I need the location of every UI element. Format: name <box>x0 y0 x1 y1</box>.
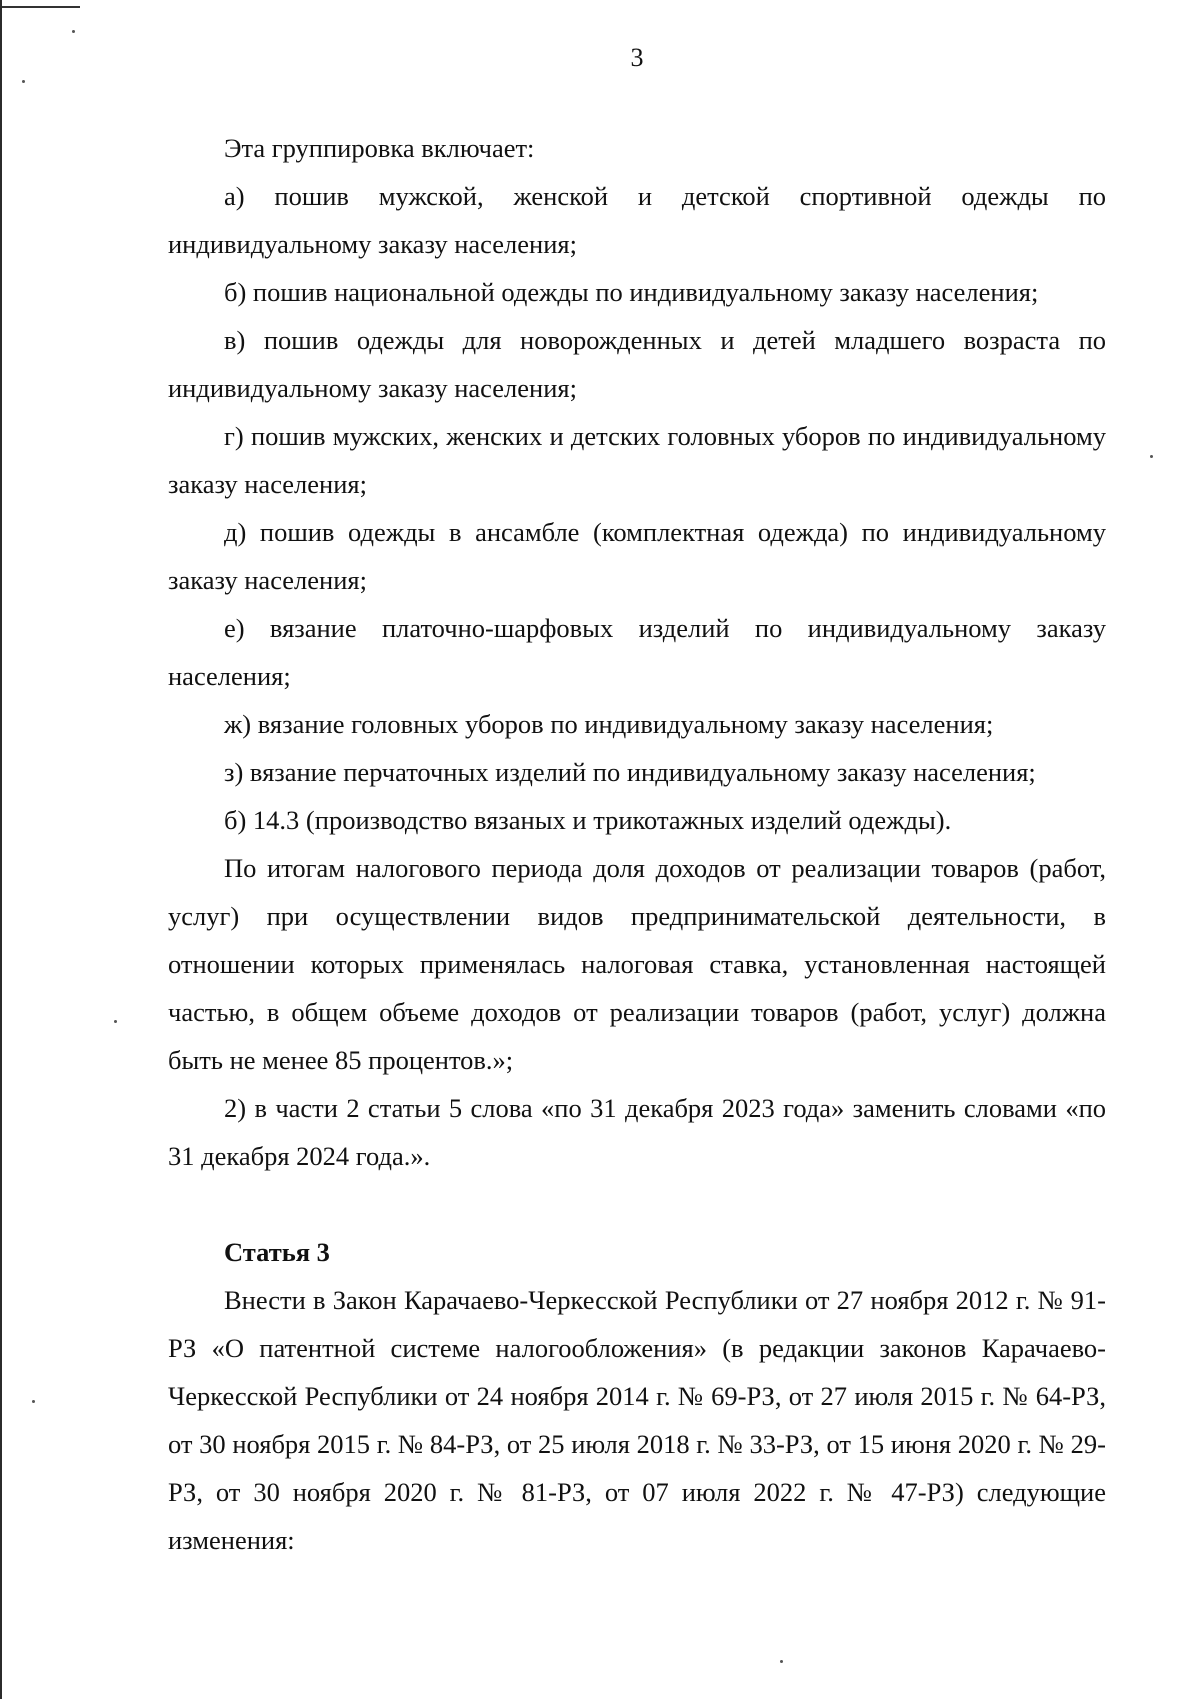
paragraph: з) вязание перчаточных изделий по индивидуальному заказу населения; <box>224 757 1036 787</box>
scan-speck <box>22 80 25 83</box>
paragraph: По итогам налогового периода доля доходов от реализации товаров (работ, услуг) при осуществлении видов предпринимательской деятельности, в отношении которых применялась налоговая ставка, установленная настоящей частью, в общем объеме доходов от реализации товаров (работ, услуг) должна быть не менее 85 процентов.»; <box>168 853 1106 1075</box>
paragraph: в) пошив одежды для новорожденных и детей младшего возраста по индивидуальному заказу населения; <box>168 325 1106 403</box>
paragraph: г) пошив мужских, женских и детских головных уборов по индивидуальному заказу населения; <box>168 421 1106 499</box>
paragraph: ж) вязание головных уборов по индивидуальному заказу населения; <box>224 709 994 739</box>
scan-speck <box>114 1020 117 1023</box>
scan-edge-left <box>0 0 2 1699</box>
paragraph: 2) в части 2 статьи 5 слова «по 31 декабря 2023 года» заменить словами «по 31 декабря 2024 года.». <box>168 1093 1106 1171</box>
article-heading: Статья 3 <box>224 1237 330 1267</box>
page-number: 3 <box>630 43 644 72</box>
paragraph: а) пошив мужской, женской и детской спортивной одежды по индивидуальному заказу населения; <box>168 181 1106 259</box>
scan-speck <box>72 30 75 33</box>
scan-speck <box>32 1400 35 1403</box>
scan-speck <box>780 1660 783 1663</box>
paragraph: б) пошив национальной одежды по индивидуальному заказу населения; <box>224 277 1039 307</box>
paragraph: е) вязание платочно-шарфовых изделий по индивидуальному заказу населения; <box>168 613 1106 691</box>
document-page <box>168 40 1106 1564</box>
paragraph: Эта группировка включает: <box>224 133 535 163</box>
scan-speck <box>1150 455 1153 458</box>
scan-edge-top <box>0 6 80 8</box>
paragraph: Внести в Закон Карачаево-Черкесской Республики от 27 ноября 2012 г. № 91-РЗ «О патентной системе налогообложения» (в редакции законов Карачаево-Черкесской Республики от 24 ноября 2014 г. № 69-РЗ, от 27 июля 2015 г. № 64-РЗ, от 30 ноября 2015 г. № 84-РЗ, от 25 июля 2018 г. № 33-РЗ, от 15 июня 2020 г. № 29-РЗ, от 30 ноября 2020 г. № 81-РЗ, от 07 июля 2022 г. № 47-РЗ) следующие изменения: <box>168 1285 1106 1555</box>
paragraph: б) 14.3 (производство вязаных и трикотажных изделий одежды). <box>224 805 952 835</box>
paragraph: д) пошив одежды в ансамбле (комплектная одежда) по индивидуальному заказу населения; <box>168 517 1106 595</box>
